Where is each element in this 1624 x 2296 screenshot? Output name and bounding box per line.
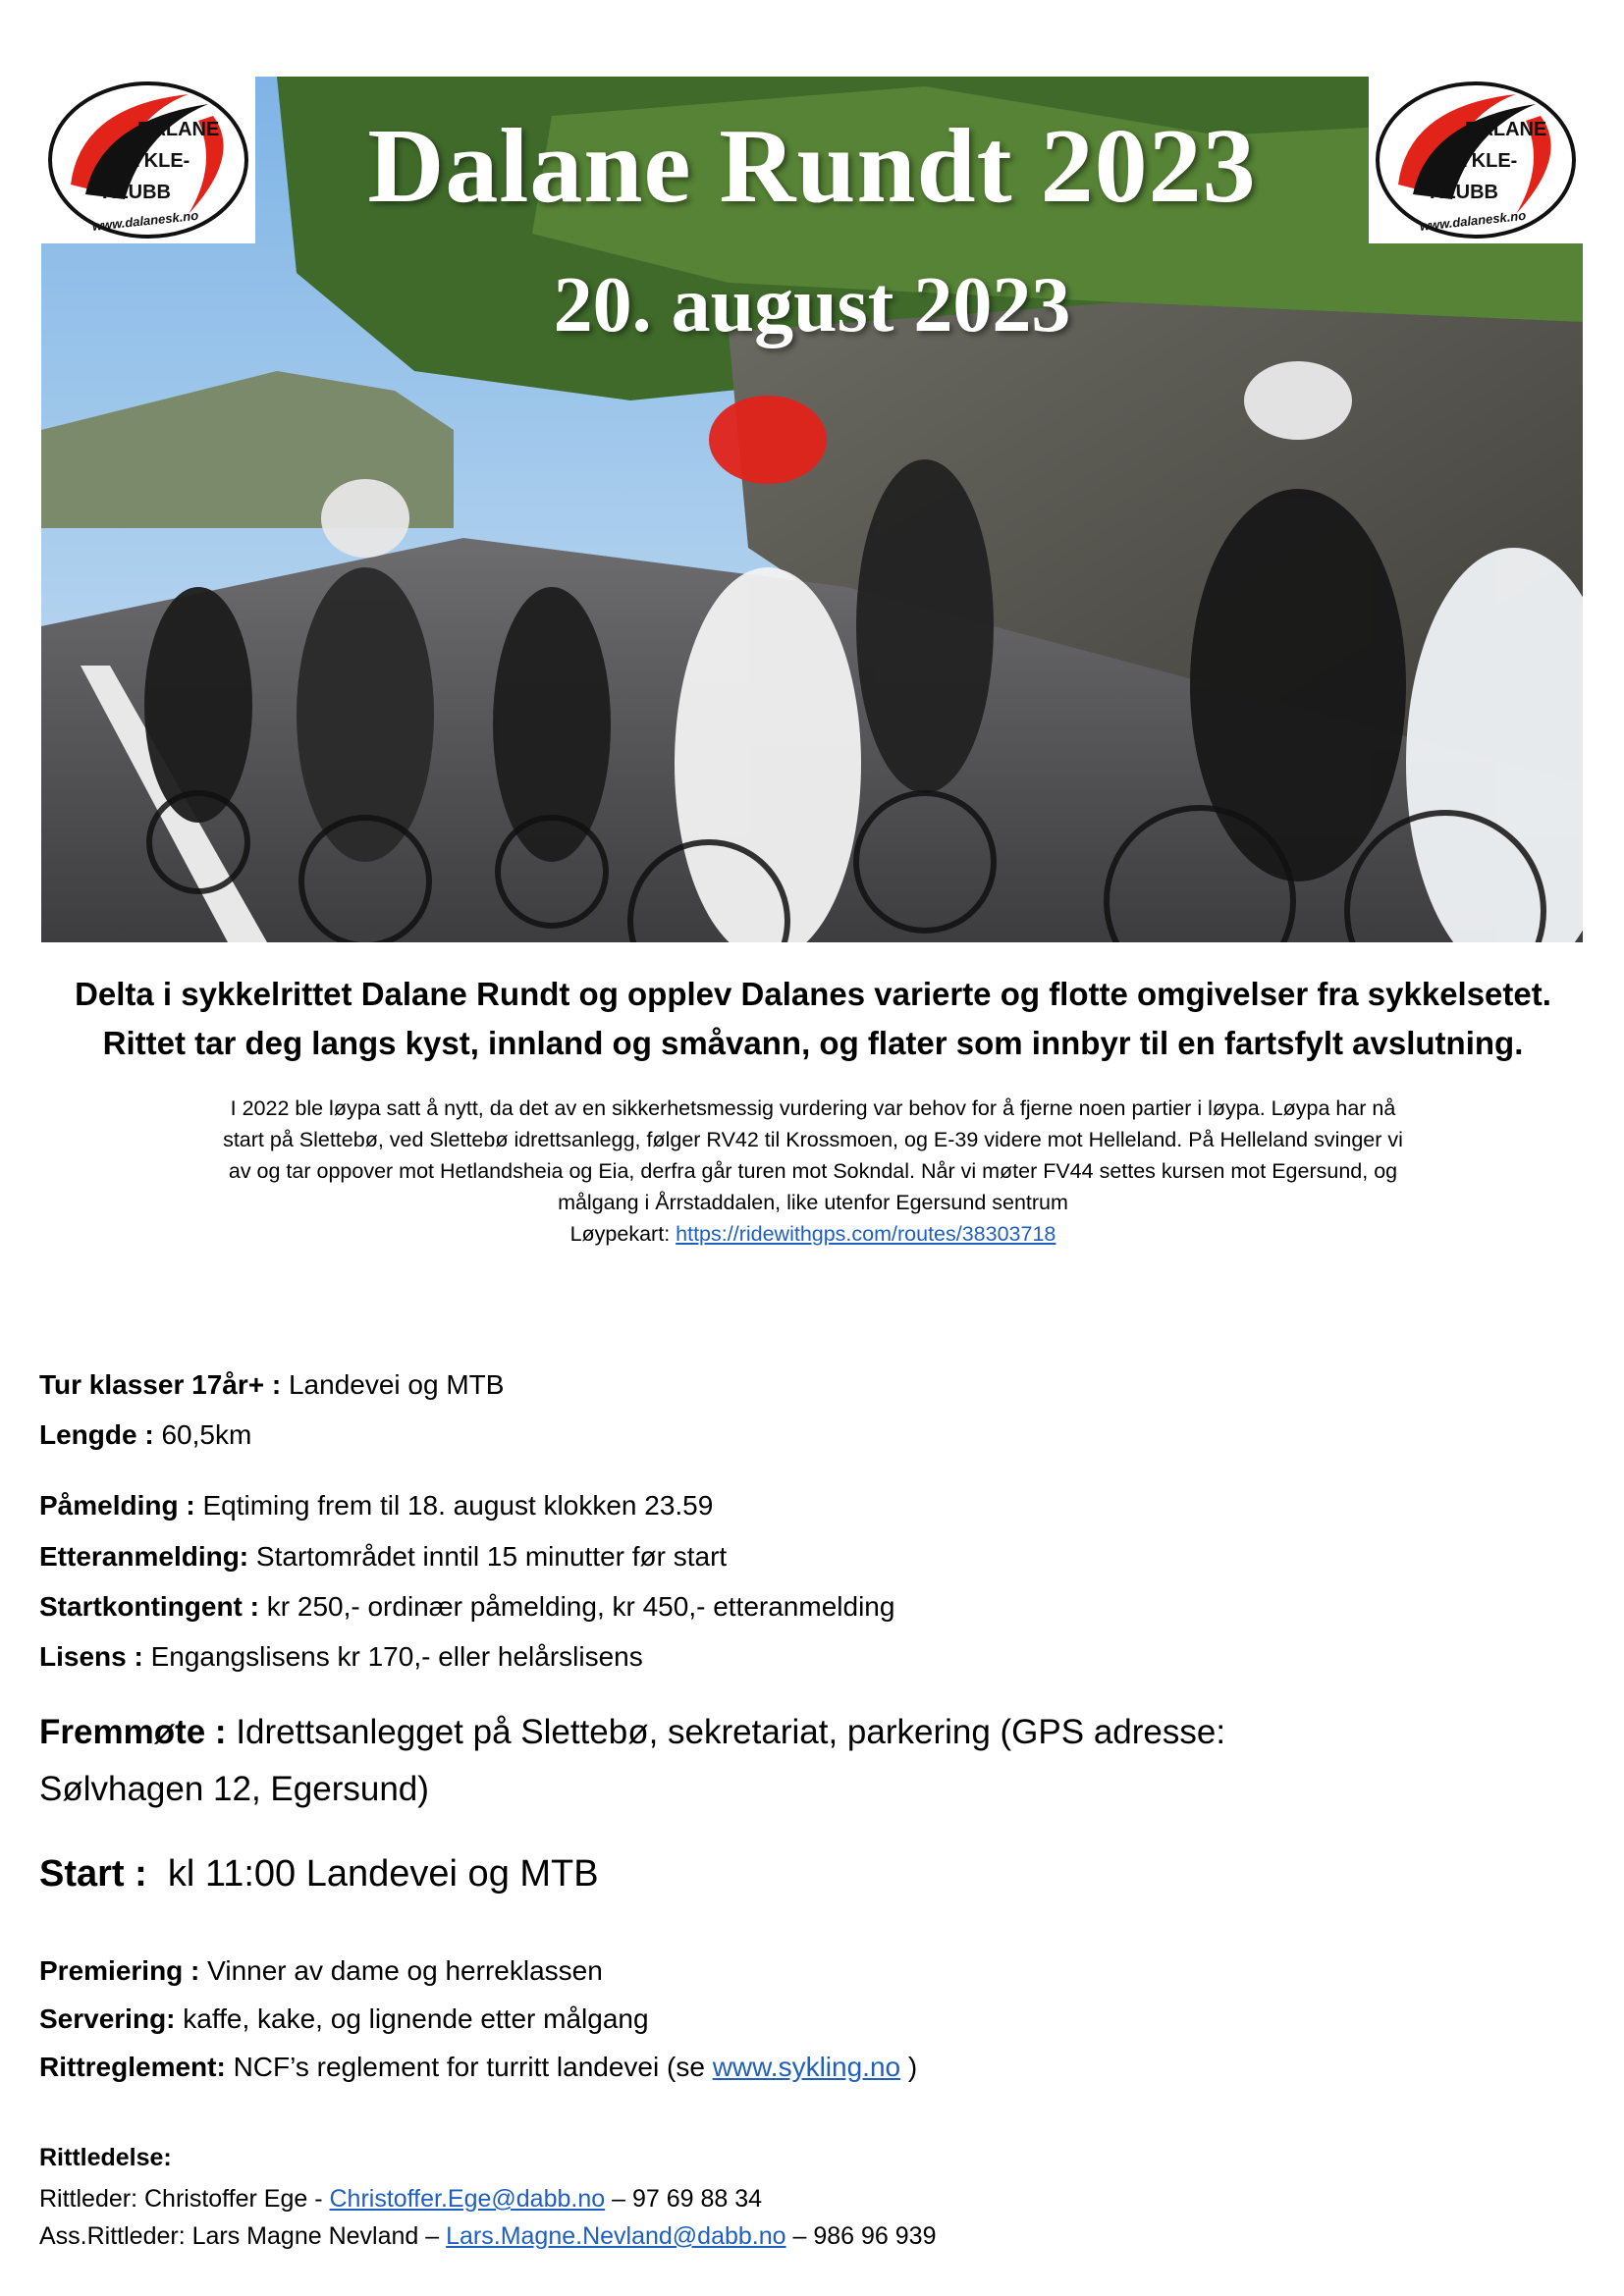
sykling-link[interactable]: www.sykling.no — [712, 2052, 901, 2082]
leadership-heading: Rittledelse: — [39, 2144, 172, 2171]
serving-value: kaffe, kake, og lignende etter målgang — [183, 2003, 649, 2034]
signup-row — [39, 1490, 713, 1522]
length-label: Lengde : — [39, 1419, 154, 1450]
classes-row — [39, 1369, 504, 1401]
serving-label: Servering: — [39, 2003, 176, 2034]
license-row — [39, 1641, 643, 1673]
logo-url: www.dalanesk.no — [91, 207, 199, 234]
leader-row — [39, 2185, 762, 2214]
rules-label: Rittreglement: — [39, 2052, 226, 2082]
event-title: Dalane Rundt 2023 — [367, 108, 1257, 225]
length-row — [39, 1419, 251, 1451]
logo-line2: SYKLE- — [1445, 150, 1518, 172]
rules-row — [39, 2052, 917, 2083]
club-logo-right — [1369, 77, 1583, 243]
logo-line1: DALANE — [1465, 119, 1547, 140]
route-map-label: Løypekart: — [569, 1222, 671, 1246]
start-row — [39, 1853, 599, 1896]
meet-row-2 — [39, 1770, 429, 1809]
start-value: kl 11:00 Landevei og MTB — [167, 1853, 599, 1895]
signup-value: Eqtiming frem til 18. august klokken 23.59 — [202, 1490, 714, 1521]
club-logo-left — [41, 77, 255, 243]
meet-value-line2: Sølvhagen 12, Egersund) — [39, 1770, 429, 1808]
fee-value: kr 250,- ordinær påmelding, kr 450,- etteranmelding — [266, 1591, 895, 1622]
event-date: 20. august 2023 — [553, 262, 1071, 348]
assistant-phone: – 986 96 939 — [792, 2222, 937, 2250]
leader-email-link[interactable]: Christoffer.Ege@dabb.no — [329, 2185, 606, 2213]
classes-value: Landevei og MTB — [288, 1369, 505, 1400]
logo-url: www.dalanesk.no — [1419, 207, 1527, 234]
assistant-email-link[interactable]: Lars.Magne.Nevland@dabb.no — [446, 2222, 786, 2250]
prize-row — [39, 1955, 603, 1987]
route-map-line — [47, 1218, 1579, 1250]
meet-label: Fremmøte : — [39, 1713, 227, 1751]
rules-value: NCF’s reglement for turritt landevei (se — [233, 2052, 705, 2082]
logo-line1: DALANE — [137, 119, 220, 140]
leader-label: Rittleder: Christoffer Ege - — [39, 2185, 323, 2213]
fee-label: Startkontingent : — [39, 1591, 259, 1622]
route-map-link[interactable]: https://ridewithgps.com/routes/38303718 — [676, 1222, 1056, 1246]
route-line: I 2022 ble løypa satt å nytt, da det av en sikkerhetsmessig vurdering var behov for å fjerne noen partier i løypa. Løypa har nå — [230, 1096, 1396, 1120]
logo-line2: SYKLE- — [118, 150, 190, 172]
route-line: start på Slettebø, ved Slettebø idrettsanlegg, følger RV42 til Krossmoen, og E-39 videre mot Helleland. På Helleland svinger vi — [223, 1128, 1403, 1151]
assistant-row — [39, 2222, 936, 2251]
late-signup-row — [39, 1541, 727, 1573]
license-label: Lisens : — [39, 1641, 143, 1672]
logo-line3: KLUBB — [102, 182, 171, 203]
fee-row — [39, 1591, 894, 1623]
meet-row — [39, 1713, 1225, 1752]
late-signup-label: Etteranmelding: — [39, 1541, 249, 1572]
leader-phone: – 97 69 88 34 — [612, 2185, 763, 2213]
length-value: 60,5km — [161, 1419, 252, 1450]
lead-paragraph: Delta i sykkelrittet Dalane Rundt og opplev Dalanes varierte og flotte omgivelser fra sykkelsetet. Rittet tar deg langs kyst, innland og småvann, og flater som innbyr til en fartsfylt avslutning. — [75, 976, 1551, 1061]
late-signup-value: Startområdet inntil 15 minutter før start — [255, 1541, 728, 1572]
route-line: av og tar oppover mot Hetlandsheia og Eia, derfra går turen mot Sokndal. Når vi møter FV44 settes kursen mot Egersund, og — [228, 1159, 1398, 1183]
serving-row — [39, 2003, 649, 2035]
license-value: Engangslisens kr 170,- eller helårslisens — [150, 1641, 643, 1672]
start-label: Start : — [39, 1853, 147, 1895]
route-description — [47, 1093, 1579, 1250]
logo-line3: KLUBB — [1430, 182, 1498, 203]
meet-value-line1: Idrettsanlegget på Slettebø, sekretariat, parkering (GPS adresse: — [236, 1713, 1226, 1751]
assistant-label: Ass.Rittleder: Lars Magne Nevland – — [39, 2222, 440, 2250]
rules-end: ) — [907, 2052, 918, 2082]
hero-photo — [41, 77, 1583, 942]
signup-label: Påmelding : — [39, 1490, 195, 1521]
prize-label: Premiering : — [39, 1955, 200, 1986]
classes-label: Tur klasser 17år+ : — [39, 1369, 282, 1400]
prize-value: Vinner av dame og herreklassen — [207, 1955, 603, 1986]
route-line: målgang i Årrstaddalen, like utenfor Egersund sentrum — [558, 1191, 1068, 1214]
